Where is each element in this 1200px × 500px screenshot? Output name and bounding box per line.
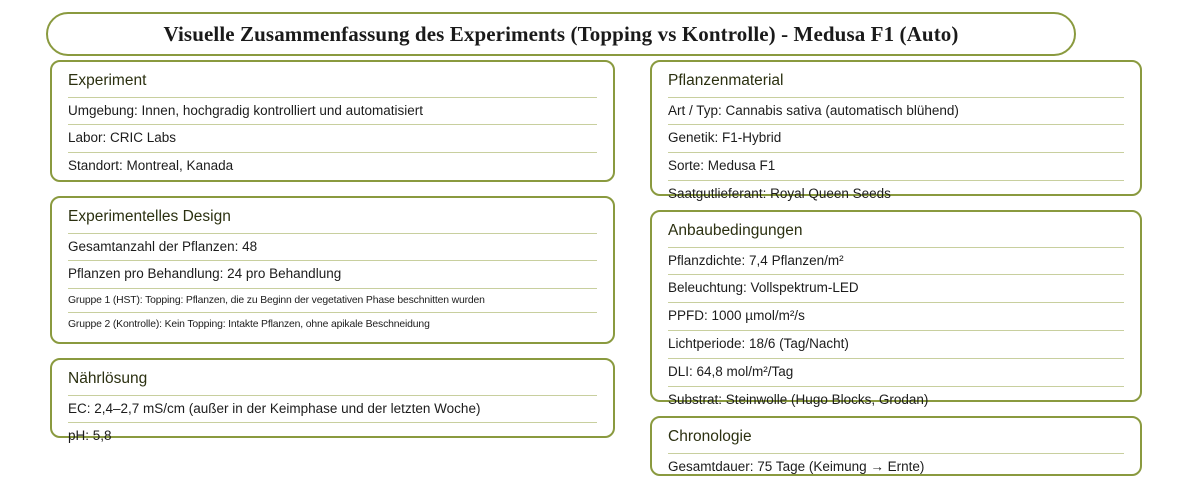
card-experimental-design (50, 196, 615, 344)
card-growing-conditions (650, 210, 1142, 407)
right-column (650, 60, 1142, 490)
list-item: Labor: CRIC Labs (68, 125, 597, 153)
list-item: Pflanzdichte: 7,4 Pflanzen/m² (668, 248, 1124, 276)
card-plant-material (650, 60, 1142, 202)
card-heading-experiment: Experiment (68, 70, 597, 98)
list-item: Gesamtanzahl der Pflanzen: 48 (68, 234, 597, 262)
list-item: Genetik: F1-Hybrid (668, 125, 1124, 153)
list-item: Umgebung: Innen, hochgradig kontrolliert und automatisiert (68, 98, 597, 126)
page-title-banner (46, 12, 1076, 56)
list-item: PPFD: 1000 µmol/m²/s (668, 303, 1124, 331)
list-item: DLI: 64,8 mol/m²/Tag (668, 359, 1124, 387)
list-item: Sorte: Medusa F1 (668, 153, 1124, 181)
card-heading-chronology: Chronologie (668, 426, 1124, 454)
list-item: Saatgutlieferant: Royal Queen Seeds (668, 186, 891, 202)
list-item: Art / Typ: Cannabis sativa (automatisch blühend) (668, 98, 1124, 126)
list-item: Standort: Montreal, Kanada (68, 158, 234, 174)
list-item: pH: 5,8 (68, 428, 112, 444)
list-item: EC: 2,4–2,7 mS/cm (außer in der Keimphase und der letzten Woche) (68, 396, 597, 424)
left-column (50, 60, 615, 452)
card-experiment (50, 60, 615, 182)
list-item: Lichtperiode: 18/6 (Tag/Nacht) (668, 331, 1124, 359)
list-item: Beleuchtung: Vollspektrum-LED (668, 275, 1124, 303)
list-item: Gesamtdauer: 75 Tage (Keimung → Ernte) (668, 458, 925, 474)
card-chronology (650, 416, 1142, 476)
card-heading-growing-conditions: Anbaubedingungen (668, 220, 1124, 248)
list-item: Gruppe 2 (Kontrolle): Kein Topping: Intakte Pflanzen, ohne apikale Beschneidung (68, 319, 430, 331)
list-item: Gruppe 1 (HST): Topping: Pflanzen, die zu Beginn der vegetativen Phase beschnitten wurden (68, 289, 597, 313)
card-heading-plant-material: Pflanzenmaterial (668, 70, 1124, 98)
card-heading-experimental-design: Experimentelles Design (68, 206, 597, 234)
list-item: Substrat: Steinwolle (Hugo Blocks, Grodan) (668, 391, 929, 407)
page-title: Visuelle Zusammenfassung des Experiments (Topping vs Kontrolle) - Medusa F1 (Auto) (163, 21, 959, 46)
list-item: Pflanzen pro Behandlung: 24 pro Behandlung (68, 261, 597, 289)
card-nutrient-solution (50, 358, 615, 444)
card-heading-nutrient-solution: Nährlösung (68, 368, 597, 396)
